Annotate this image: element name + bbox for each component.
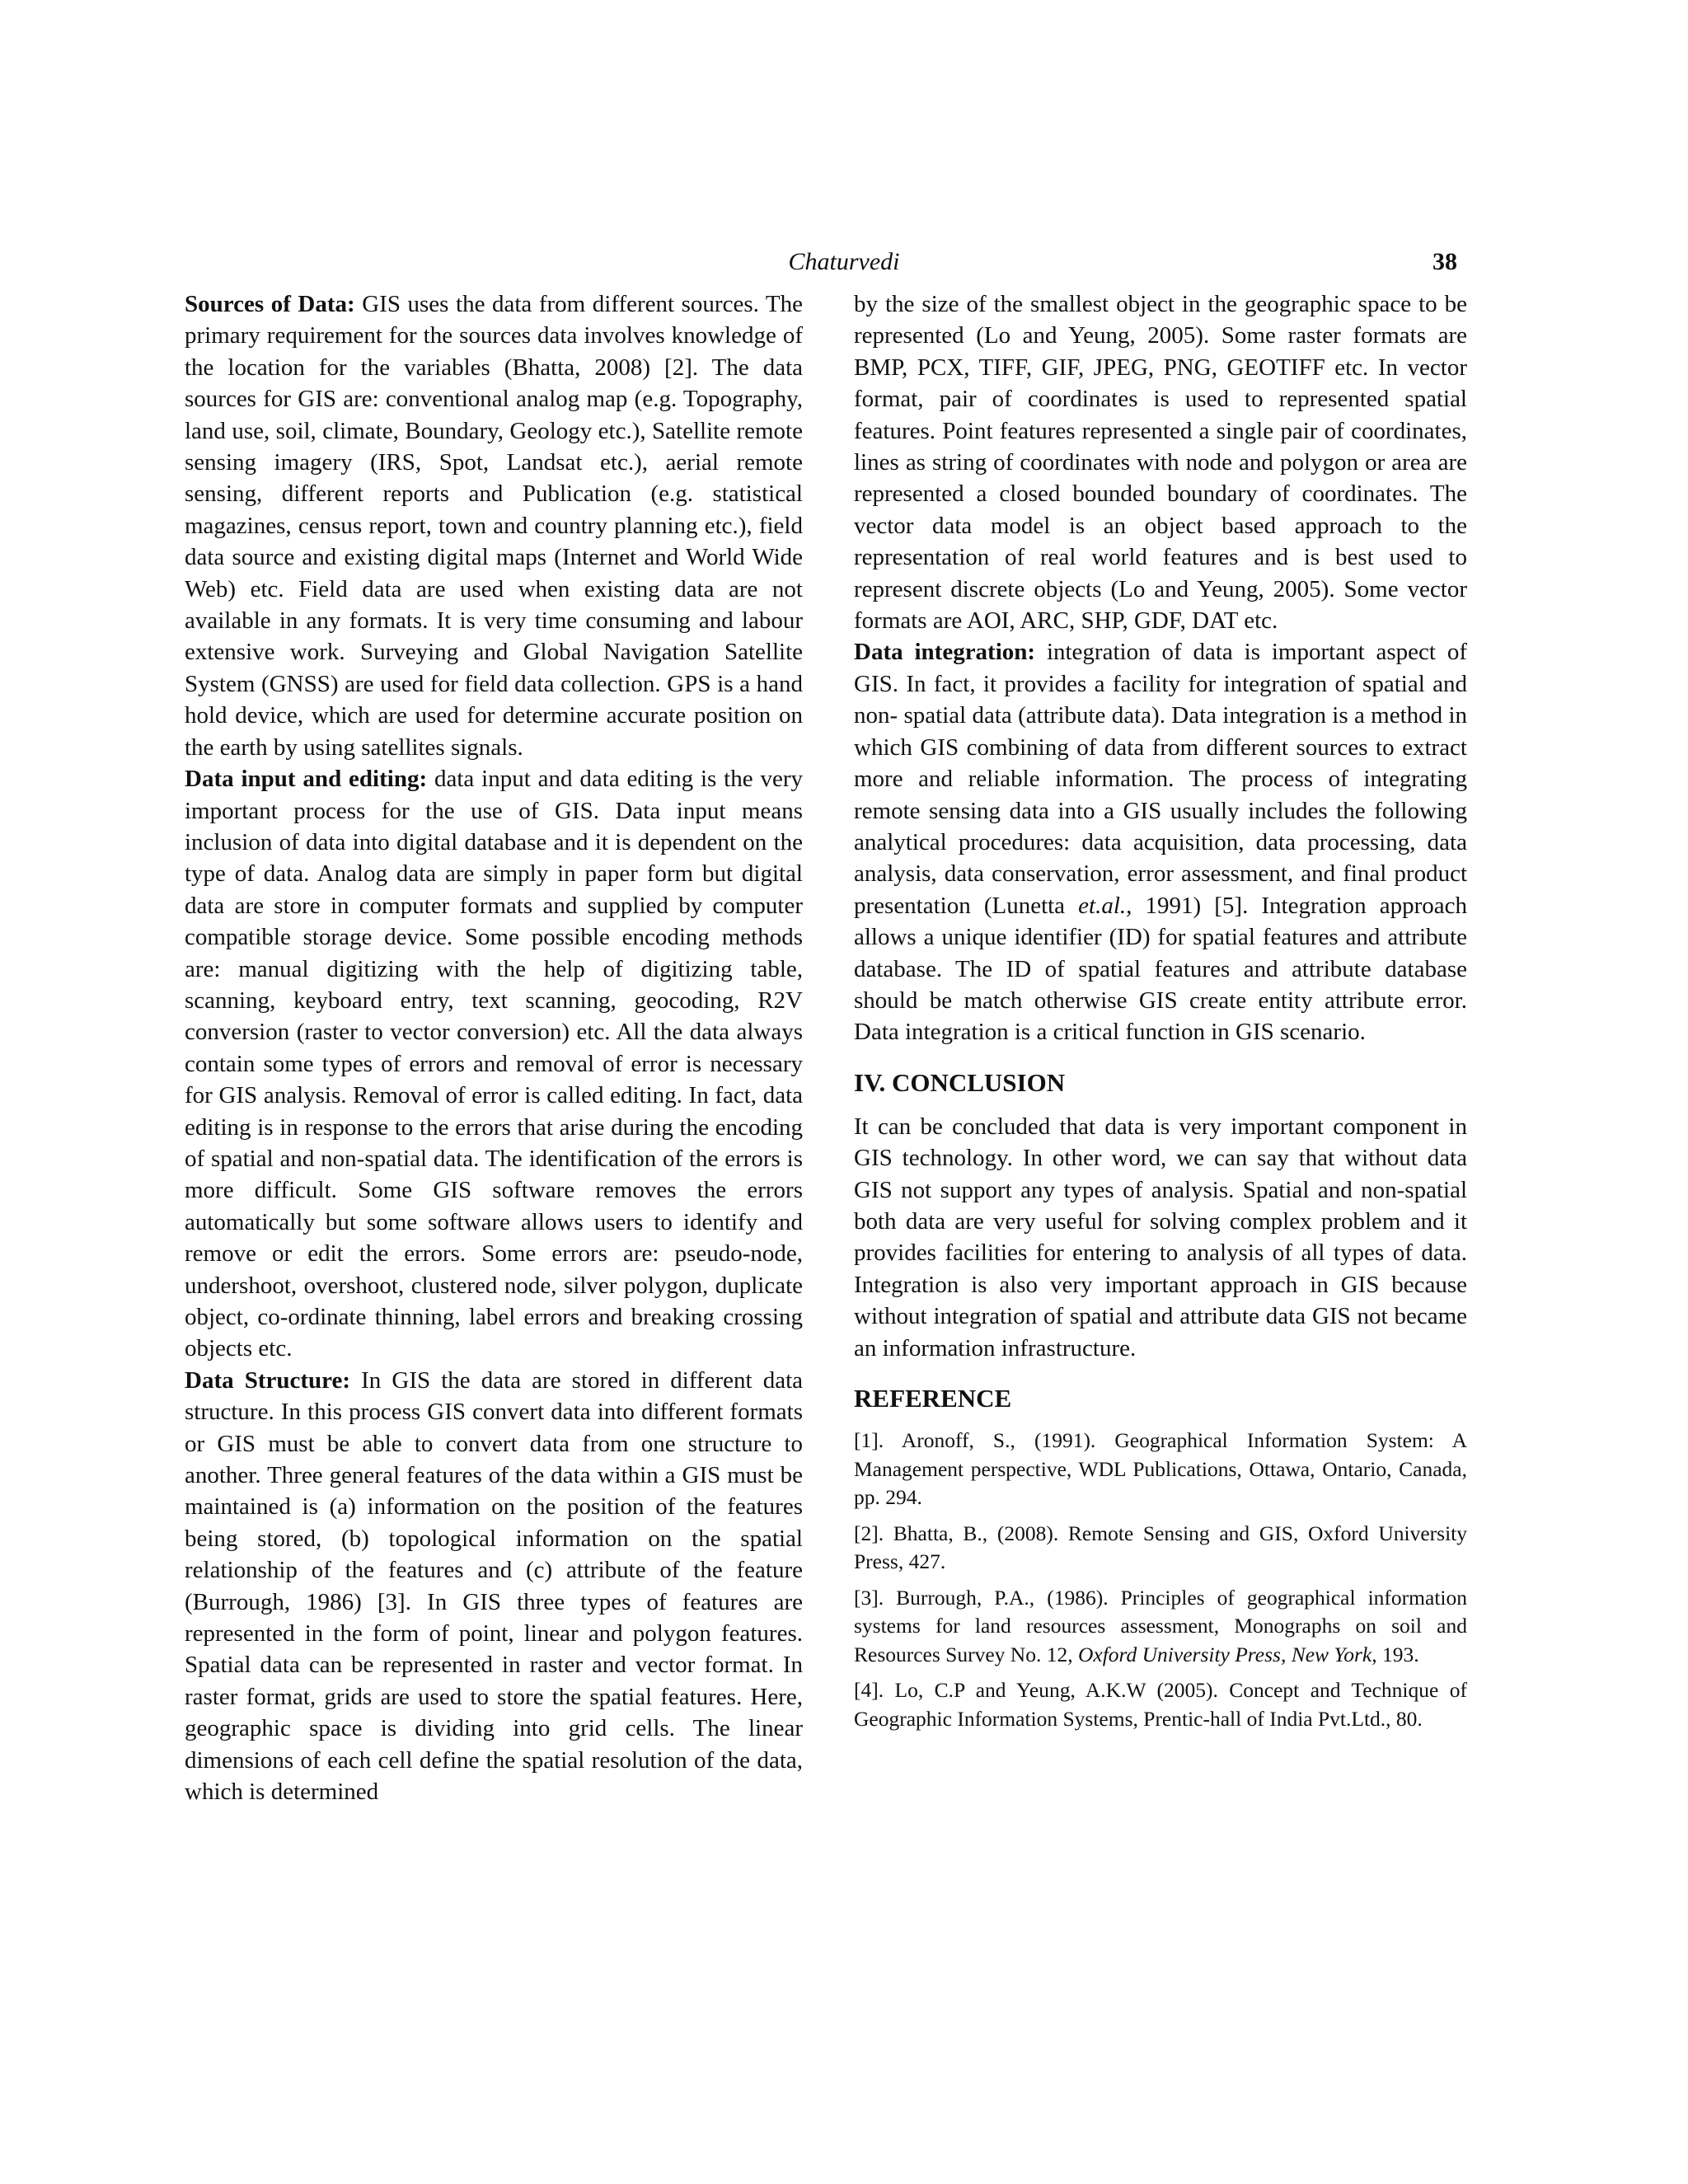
reference-item <box>854 1427 1467 1512</box>
conclusion-paragraph: It can be concluded that data is very important component in GIS technology. In other word, we can say that without data GIS not support any types of analysis. Spatial and non-spatial both data are very useful for solving complex problem and it provides facilities for entering to analysis of all types of data. Integration is also very important approach in GIS because without integration of spatial and attribute data GIS not became an information infrastructure. <box>854 1113 1467 1361</box>
reference-2-text: [2]. Bhatta, B., (2008). Remote Sensing and GIS, Oxford University Press, 427. <box>854 1521 1467 1573</box>
data-structure-paragraph <box>185 1365 803 1808</box>
reference-1-text: [1]. Aronoff, S., (1991). Geographical Information System: A Management perspective, WDL Publications, Ottawa, Ontario, Canada, pp. 294. <box>854 1428 1467 1509</box>
data-integration-text-part1: integration of data is important aspect of GIS. In fact, it provides a facility for integration of spatial and non- spatial data (attribute data). Data integration is a method in which GIS combining of data from different sources to extract more and reliable information. The process of integrating remote sensing data into a GIS usually includes the following analytical procedures: data acquisition, data processing, data analysis, data conservation, error assessment, and final product presentation (Lunetta <box>854 639 1467 919</box>
data-input-editing-heading: Data input and editing: <box>185 766 428 793</box>
conclusion-heading: IV. CONCLUSION <box>854 1067 1066 1097</box>
reference-list <box>854 1427 1467 1733</box>
page-header <box>0 244 1688 280</box>
right-column <box>854 288 1467 1741</box>
page-number: 38 <box>1432 248 1457 275</box>
reference-item <box>854 1584 1467 1670</box>
sources-of-data-heading: Sources of Data: <box>185 291 355 317</box>
left-column <box>185 288 803 1808</box>
reference-item <box>854 1676 1467 1733</box>
data-structure-heading: Data Structure: <box>185 1366 351 1394</box>
data-integration-heading: Data integration: <box>854 639 1036 666</box>
sources-of-data-paragraph <box>185 288 803 763</box>
data-input-editing-paragraph <box>185 763 803 1365</box>
reference-item <box>854 1520 1467 1577</box>
data-input-editing-text: data input and data editing is the very important process for the use of GIS. Data input means inclusion of data into digital database and it is dependent on the type of data. Analog data are simply in paper form but digital data are store in computer formats and supplied by computer compatible storage device. Some possible encoding methods are: manual digitizing with the help of digitizing table, scanning, keyboard entry, text scanning, geocoding, R2V conversion (raster to vector conversion) etc. All the data always contain some types of errors and removal of error is necessary for GIS analysis. Removal of error is called editing. In fact, data editing is in response to the errors that arise during the encoding of spatial and non-spatial data. The identification of the errors is more difficult. Some GIS software removes the errors automatically but some software allows users to identify and remove or edit the errors. Some errors are: pseudo-node, undershoot, overshoot, clustered node, silver polygon, duplicate object, co-ordinate thinning, label errors and breaking crossing objects etc. <box>185 766 804 1362</box>
reference-4-text: [4]. Lo, C.P and Yeung, A.K.W (2005). Concept and Technique of Geographic Information Systems, Prentic-hall of India Pvt.Ltd., 80. <box>854 1678 1467 1731</box>
running-head: Chaturvedi <box>788 248 900 275</box>
reference-3-italic: Oxford University Press, New York <box>1077 1642 1372 1666</box>
data-integration-italic: et.al., <box>1078 892 1132 919</box>
sources-of-data-text: GIS uses the data from different sources. The primary requirement for the sources data involves knowledge of the location for the variables (Bhatta, 2008) [2]. The data sources for GIS are: conventional analog map (e.g. Topography, land use, soil, climate, Boundary, Geology etc.), Satellite remote sensing imagery (IRS, Spot, Landsat etc.), aerial remote sensing, different reports and Publication (e.g. statistical magazines, census report, town and country planning etc.), field data source and existing digital maps (Internet and World Wide Web) etc. Field data are used when existing data are not available in any formats. It is very time consuming and labour extensive work. Surveying and Global Navigation Satellite System (GNSS) are used for field data collection. GPS is a hand hold device, which are used for determine accurate position on the earth by using satellites signals. <box>185 291 803 761</box>
data-structure-continuation: by the size of the smallest object in the geographic space to be represented (Lo and Yeung, 2005). Some raster formats are BMP, PCX, TIFF, GIF, JPEG, PNG, GEOTIFF etc. In vector format, pair of coordinates is used to represented spatial features. Point features represented a single pair of coordinates, lines as string of coordinates with node and polygon or area are represented a closed bounded boundary of coordinates. The vector data model is an object based approach to the representation of real world features and is best used to represent discrete objects (Lo and Yeung, 2005). Some vector formats are AOI, ARC, SHP, GDF, DAT etc. <box>854 291 1467 635</box>
reference-heading: REFERENCE <box>854 1384 1012 1413</box>
data-integration-text-part2: 1991) [5]. Integration approach allows a unique identifier (ID) for spatial features and attribute database. The ID of spatial features and attribute database should be match otherwise GIS create entity attribute error. Data integration is a critical function in GIS scenario. <box>854 892 1467 1046</box>
data-integration-paragraph <box>854 636 1467 1047</box>
reference-3-text: [3]. Burrough, P.A., (1986). Principles of geographical information systems for land resources assessment, Monographs on soil and Resources Survey No. 12, <box>854 1585 1467 1666</box>
reference-3-tail: , 193. <box>1372 1642 1419 1666</box>
data-structure-text: In GIS the data are stored in different data structure. In this process GIS convert data into different formats or GIS must be able to convert data from one structure to another. Three general features of the data within a GIS must be maintained is (a) information on the position of the features being stored, (b) topological information on the spatial relationship of the features and (c) attribute of the feature (Burrough, 1986) [3]. In GIS three types of features are represented in the form of point, linear and polygon features. Spatial data can be represented in raster and vector format. In raster format, grids are used to store the spatial features. Here, geographic space is dividing into grid cells. The linear dimensions of each cell define the spatial resolution of the data, which is determined <box>185 1366 804 1806</box>
